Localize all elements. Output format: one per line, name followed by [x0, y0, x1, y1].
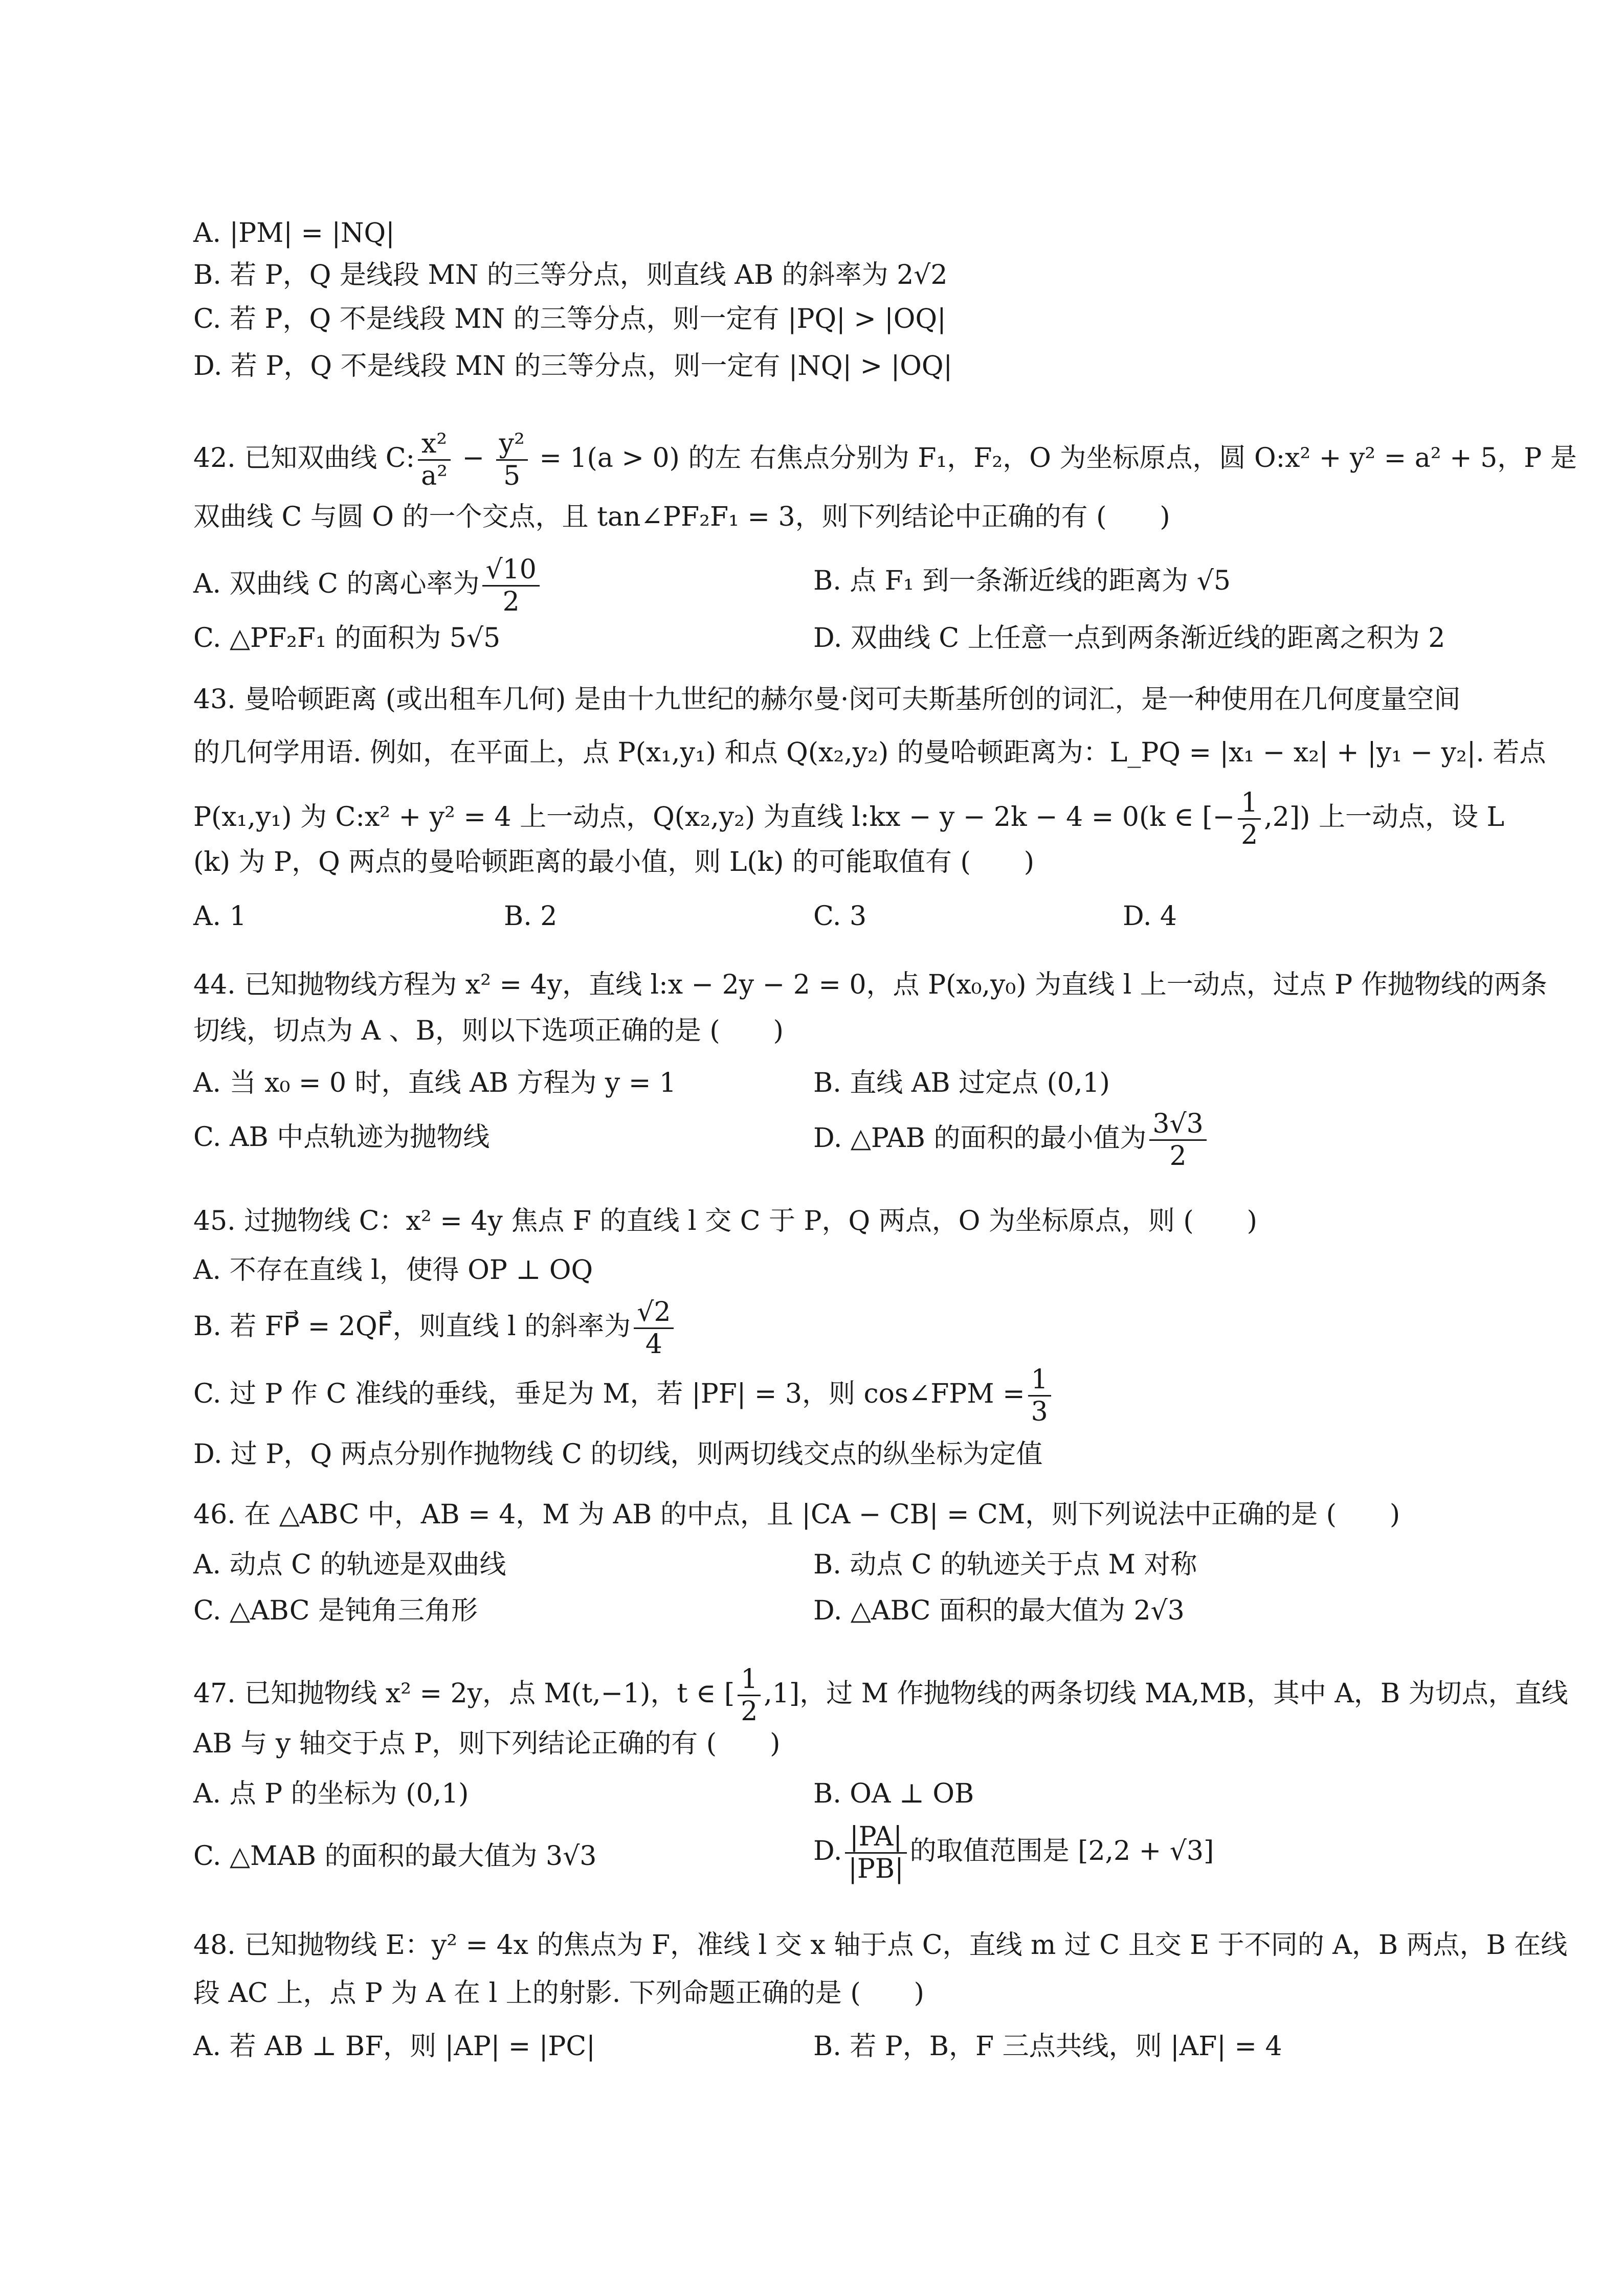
q43-stem-3b: ,2]) 上一动点，设 L	[1264, 802, 1505, 832]
q46-option-a: A. 动点 C 的轨迹是双曲线	[193, 1549, 506, 1580]
q45-option-c-frac	[1028, 1366, 1051, 1425]
q42-frac2	[496, 431, 528, 489]
q43-frac	[1238, 787, 1261, 850]
q45-number: 45.	[193, 1206, 236, 1236]
q47-option-d-den: |PB|	[848, 1854, 904, 1884]
q42-frac1-den: a²	[421, 461, 448, 491]
q45-option-c-den: 3	[1031, 1397, 1048, 1427]
q47-option-b: B. OA ⊥ OB	[813, 1779, 974, 1809]
q43-option-c: C. 3	[813, 901, 867, 932]
q41-option-c: C. 若 P，Q 不是线段 MN 的三等分点，则一定有 |PQ| > |OQ|	[193, 304, 946, 334]
q47-frac-num: 1	[738, 1666, 761, 1696]
q44-option-c: C. AB 中点轨迹为抛物线	[193, 1122, 490, 1153]
q42-option-a-frac	[482, 556, 539, 615]
q47-stem-1b: ,1]，过 M 作抛物线的两条切线 MA,MB，其中 A，B 为切点，直线	[764, 1678, 1568, 1709]
q45-line1	[193, 1208, 1257, 1234]
q44-option-d-text: D. △PAB 的面积的最小值为	[813, 1123, 1147, 1154]
q46-number: 46.	[193, 1499, 236, 1530]
q46-option-d: D. △ABC 面积的最大值为 2√3	[813, 1595, 1185, 1626]
q47-option-c: C. △MAB 的面积的最大值为 3√3	[193, 1841, 597, 1872]
q47-option-d-frac	[845, 1821, 906, 1884]
q42-option-a-den: 2	[502, 587, 520, 617]
q42-option-a-num: √10	[482, 556, 539, 587]
q47-option-d-num: |PA|	[845, 1824, 906, 1854]
q46-line1	[193, 1501, 1400, 1528]
q45-option-b-den: 4	[645, 1329, 662, 1360]
q42-stem-a: 已知双曲线 C:	[244, 443, 415, 474]
q48-option-a: A. 若 AB ⊥ BF，则 |AP| = |PC|	[193, 2031, 595, 2062]
q42-option-b: B. 点 F₁ 到一条渐近线的距离为 √5	[813, 566, 1231, 596]
q42-option-a-text: A. 双曲线 C 的离心率为	[193, 569, 480, 599]
q42-option-a	[193, 556, 543, 615]
q47-option-d-text: 的取值范围是 [2,2 + √3]	[909, 1836, 1214, 1866]
q44-line2: 切线，切点为 A 、B，则以下选项正确的是 ( )	[193, 1016, 784, 1046]
q47-option-d-label: D.	[813, 1836, 842, 1866]
q48-option-b: B. 若 P，B，F 三点共线，则 |AF| = 4	[813, 2031, 1282, 2062]
q44-number: 44.	[193, 970, 236, 1000]
q45-option-c	[193, 1366, 1054, 1425]
q45-stem-1: 过抛物线 C：x² = 4y 焦点 F 的直线 l 交 C 于 P，Q 两点，O 为坐标原点，则 ( )	[244, 1206, 1257, 1236]
q42-minus: −	[453, 443, 493, 474]
q43-option-d: D. 4	[1123, 901, 1177, 932]
q44-stem-1: 已知抛物线方程为 x² = 4y，直线 l:x − 2y − 2 = 0，点 P(x₀,y₀) 为直线 l 上一动点，过点 P 作抛物线的两条	[244, 970, 1547, 1000]
q44-line1	[193, 972, 1547, 998]
q43-line1	[193, 686, 1460, 713]
q48-stem-1: 已知抛物线 E：y² = 4x 的焦点为 F，准线 l 交 x 轴于点 C，直线 m 过 C 且交 E 于不同的 A，B 两点，B 在线	[244, 1930, 1568, 1961]
q47-line2: AB 与 y 轴交于点 P，则下列结论正确的有 ( )	[193, 1728, 781, 1759]
q46-option-b: B. 动点 C 的轨迹关于点 M 对称	[813, 1549, 1197, 1580]
q43-line2: 的几何学用语. 例如，在平面上，点 P(x₁,y₁) 和点 Q(x₂,y₂) 的曼哈顿距离为：L_PQ = |x₁ − x₂| + |y₁ − y₂|. 若点	[193, 737, 1546, 768]
q47-frac-den: 2	[741, 1696, 758, 1727]
q45-option-c-text: C. 过 P 作 C 准线的垂线，垂足为 M，若 |PF| = 3，则 cos∠FPM =	[193, 1379, 1025, 1409]
q41-option-a: A. |PM| = |NQ|	[193, 218, 395, 249]
q47-option-a: A. 点 P 的坐标为 (0,1)	[193, 1779, 469, 1809]
q44-option-a: A. 当 x₀ = 0 时，直线 AB 方程为 y = 1	[193, 1068, 676, 1098]
q43-frac-den: 2	[1241, 820, 1258, 850]
q42-option-c: C. △PF₂F₁ 的面积为 5√5	[193, 623, 501, 654]
q44-option-b: B. 直线 AB 过定点 (0,1)	[813, 1068, 1110, 1098]
q47-line1	[193, 1666, 1568, 1725]
q42-stem-b: = 1(a > 0) 的左 右焦点分别为 F₁，F₂，O 为坐标原点，圆 O:x² + y² = a² + 5，P 是	[530, 443, 1577, 474]
q47-frac	[738, 1666, 761, 1725]
q45-option-c-num: 1	[1028, 1366, 1051, 1397]
q43-frac-num: 1	[1238, 790, 1261, 820]
q44-option-d-den: 2	[1169, 1141, 1187, 1172]
q45-option-b-frac	[634, 1299, 674, 1358]
q43-stem-3a: P(x₁,y₁) 为 C:x² + y² = 4 上一动点，Q(x₂,y₂) 为直线 l:kx − y − 2k − 4 = 0(k ∈ [−	[193, 802, 1235, 832]
q42-frac1-num: x²	[418, 431, 451, 461]
q45-option-a: A. 不存在直线 l，使得 OP ⊥ OQ	[193, 1255, 593, 1286]
q43-line4: (k) 为 P，Q 两点的曼哈顿距离的最小值，则 L(k) 的可能取值有 ( )	[193, 847, 1035, 877]
q42-line1	[193, 431, 1577, 489]
q42-frac2-den: 5	[503, 461, 521, 491]
q42-number: 42.	[193, 443, 236, 474]
q43-line3	[193, 787, 1505, 850]
q47-stem-1a: 已知抛物线 x² = 2y，点 M(t,−1)，t ∈ [	[244, 1678, 735, 1709]
q45-option-b-text: B. 若 FP⃗ = 2QF⃗，则直线 l 的斜率为	[193, 1311, 631, 1342]
q46-option-c: C. △ABC 是钝角三角形	[193, 1595, 478, 1626]
q46-stem-1: 在 △ABC 中，AB = 4，M 为 AB 的中点，且 |CA − CB| = CM，则下列说法中正确的是 ( )	[244, 1499, 1400, 1530]
q47-option-d	[813, 1821, 1214, 1884]
q43-stem-1: 曼哈顿距离 (或出租车几何) 是由十九世纪的赫尔曼·闵可夫斯基所创的词汇，是一种使用在几何度量空间	[244, 684, 1461, 715]
q45-option-b-num: √2	[634, 1299, 674, 1329]
q45-option-d: D. 过 P，Q 两点分别作抛物线 C 的切线，则两切线交点的纵坐标为定值	[193, 1439, 1043, 1470]
q42-frac1	[418, 431, 451, 489]
q44-option-d	[813, 1109, 1210, 1172]
q43-number: 43.	[193, 684, 236, 715]
q41-option-b: B. 若 P，Q 是线段 MN 的三等分点，则直线 AB 的斜率为 2√2	[193, 260, 948, 290]
q47-number: 47.	[193, 1678, 236, 1709]
q42-frac2-num: y²	[496, 431, 528, 461]
q44-option-d-num: 3√3	[1149, 1111, 1206, 1141]
q43-option-b: B. 2	[504, 901, 558, 932]
q43-option-a: A. 1	[193, 901, 247, 932]
q44-option-d-frac	[1149, 1109, 1206, 1172]
q45-option-b	[193, 1299, 677, 1358]
q42-option-d: D. 双曲线 C 上任意一点到两条渐近线的距离之积为 2	[813, 623, 1445, 654]
q42-line2: 双曲线 C 与圆 O 的一个交点，且 tan∠PF₂F₁ = 3，则下列结论中正确的有 ( )	[193, 502, 1170, 532]
q48-line2: 段 AC 上，点 P 为 A 在 l 上的射影. 下列命题正确的是 ( )	[193, 1978, 924, 2009]
q48-line1	[193, 1932, 1567, 1959]
q41-option-d: D. 若 P，Q 不是线段 MN 的三等分点，则一定有 |NQ| > |OQ|	[193, 351, 953, 381]
q48-number: 48.	[193, 1930, 236, 1961]
